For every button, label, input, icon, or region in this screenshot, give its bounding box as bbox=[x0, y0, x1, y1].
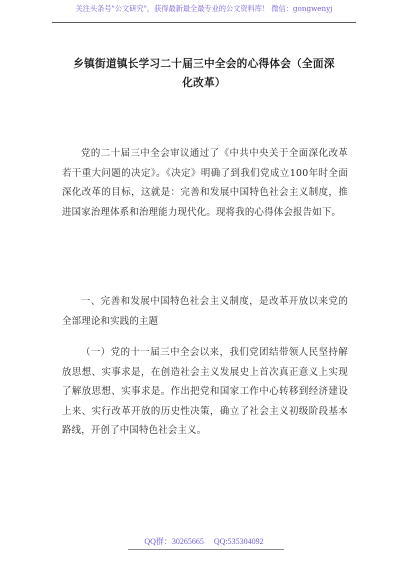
paragraph-subsection-1: （一）党的十一届三中全会以来，我们党团结带领人民坚持解放思想、实事求是，在创造社会主义发展史上首次真正意义上实现了解放思想、实事求是。作出把党和国家工作中心转移到经济建设上来、实行改革开放的历史性决策，确立了社会主义初级阶段基本路线，开创了中国特色社会主义。 bbox=[62, 347, 348, 436]
paragraph-intro: 党的二十届三中全会审议通过了《中共中央关于全面深化改革若干重大问题的决定》。《决定》明确了到我们党成立100年时全面深化改革的目标，这就是：完善和发展中国特色社会主义制度，推进国家治理体系和治理能力现代化。现将我的心得体会报告如下。 bbox=[62, 148, 348, 218]
header-banner: 关注头条号"公文研究"，获得最新最全最专业的公文资料库！ 微信：gongwenyj bbox=[75, 4, 333, 13]
header-divider bbox=[52, 22, 356, 23]
footer-underline bbox=[128, 549, 284, 550]
footer-contact: QQ群：30265665 QQ:535304092 bbox=[144, 537, 264, 546]
section-heading-1: 一、完善和发展中国特色社会主义制度，是改革开放以来党的全部理论和实践的主题 bbox=[62, 296, 348, 327]
document-title: 乡镇街道镇长学习二十届三中全会的心得体会（全面深化改革） bbox=[73, 58, 335, 89]
